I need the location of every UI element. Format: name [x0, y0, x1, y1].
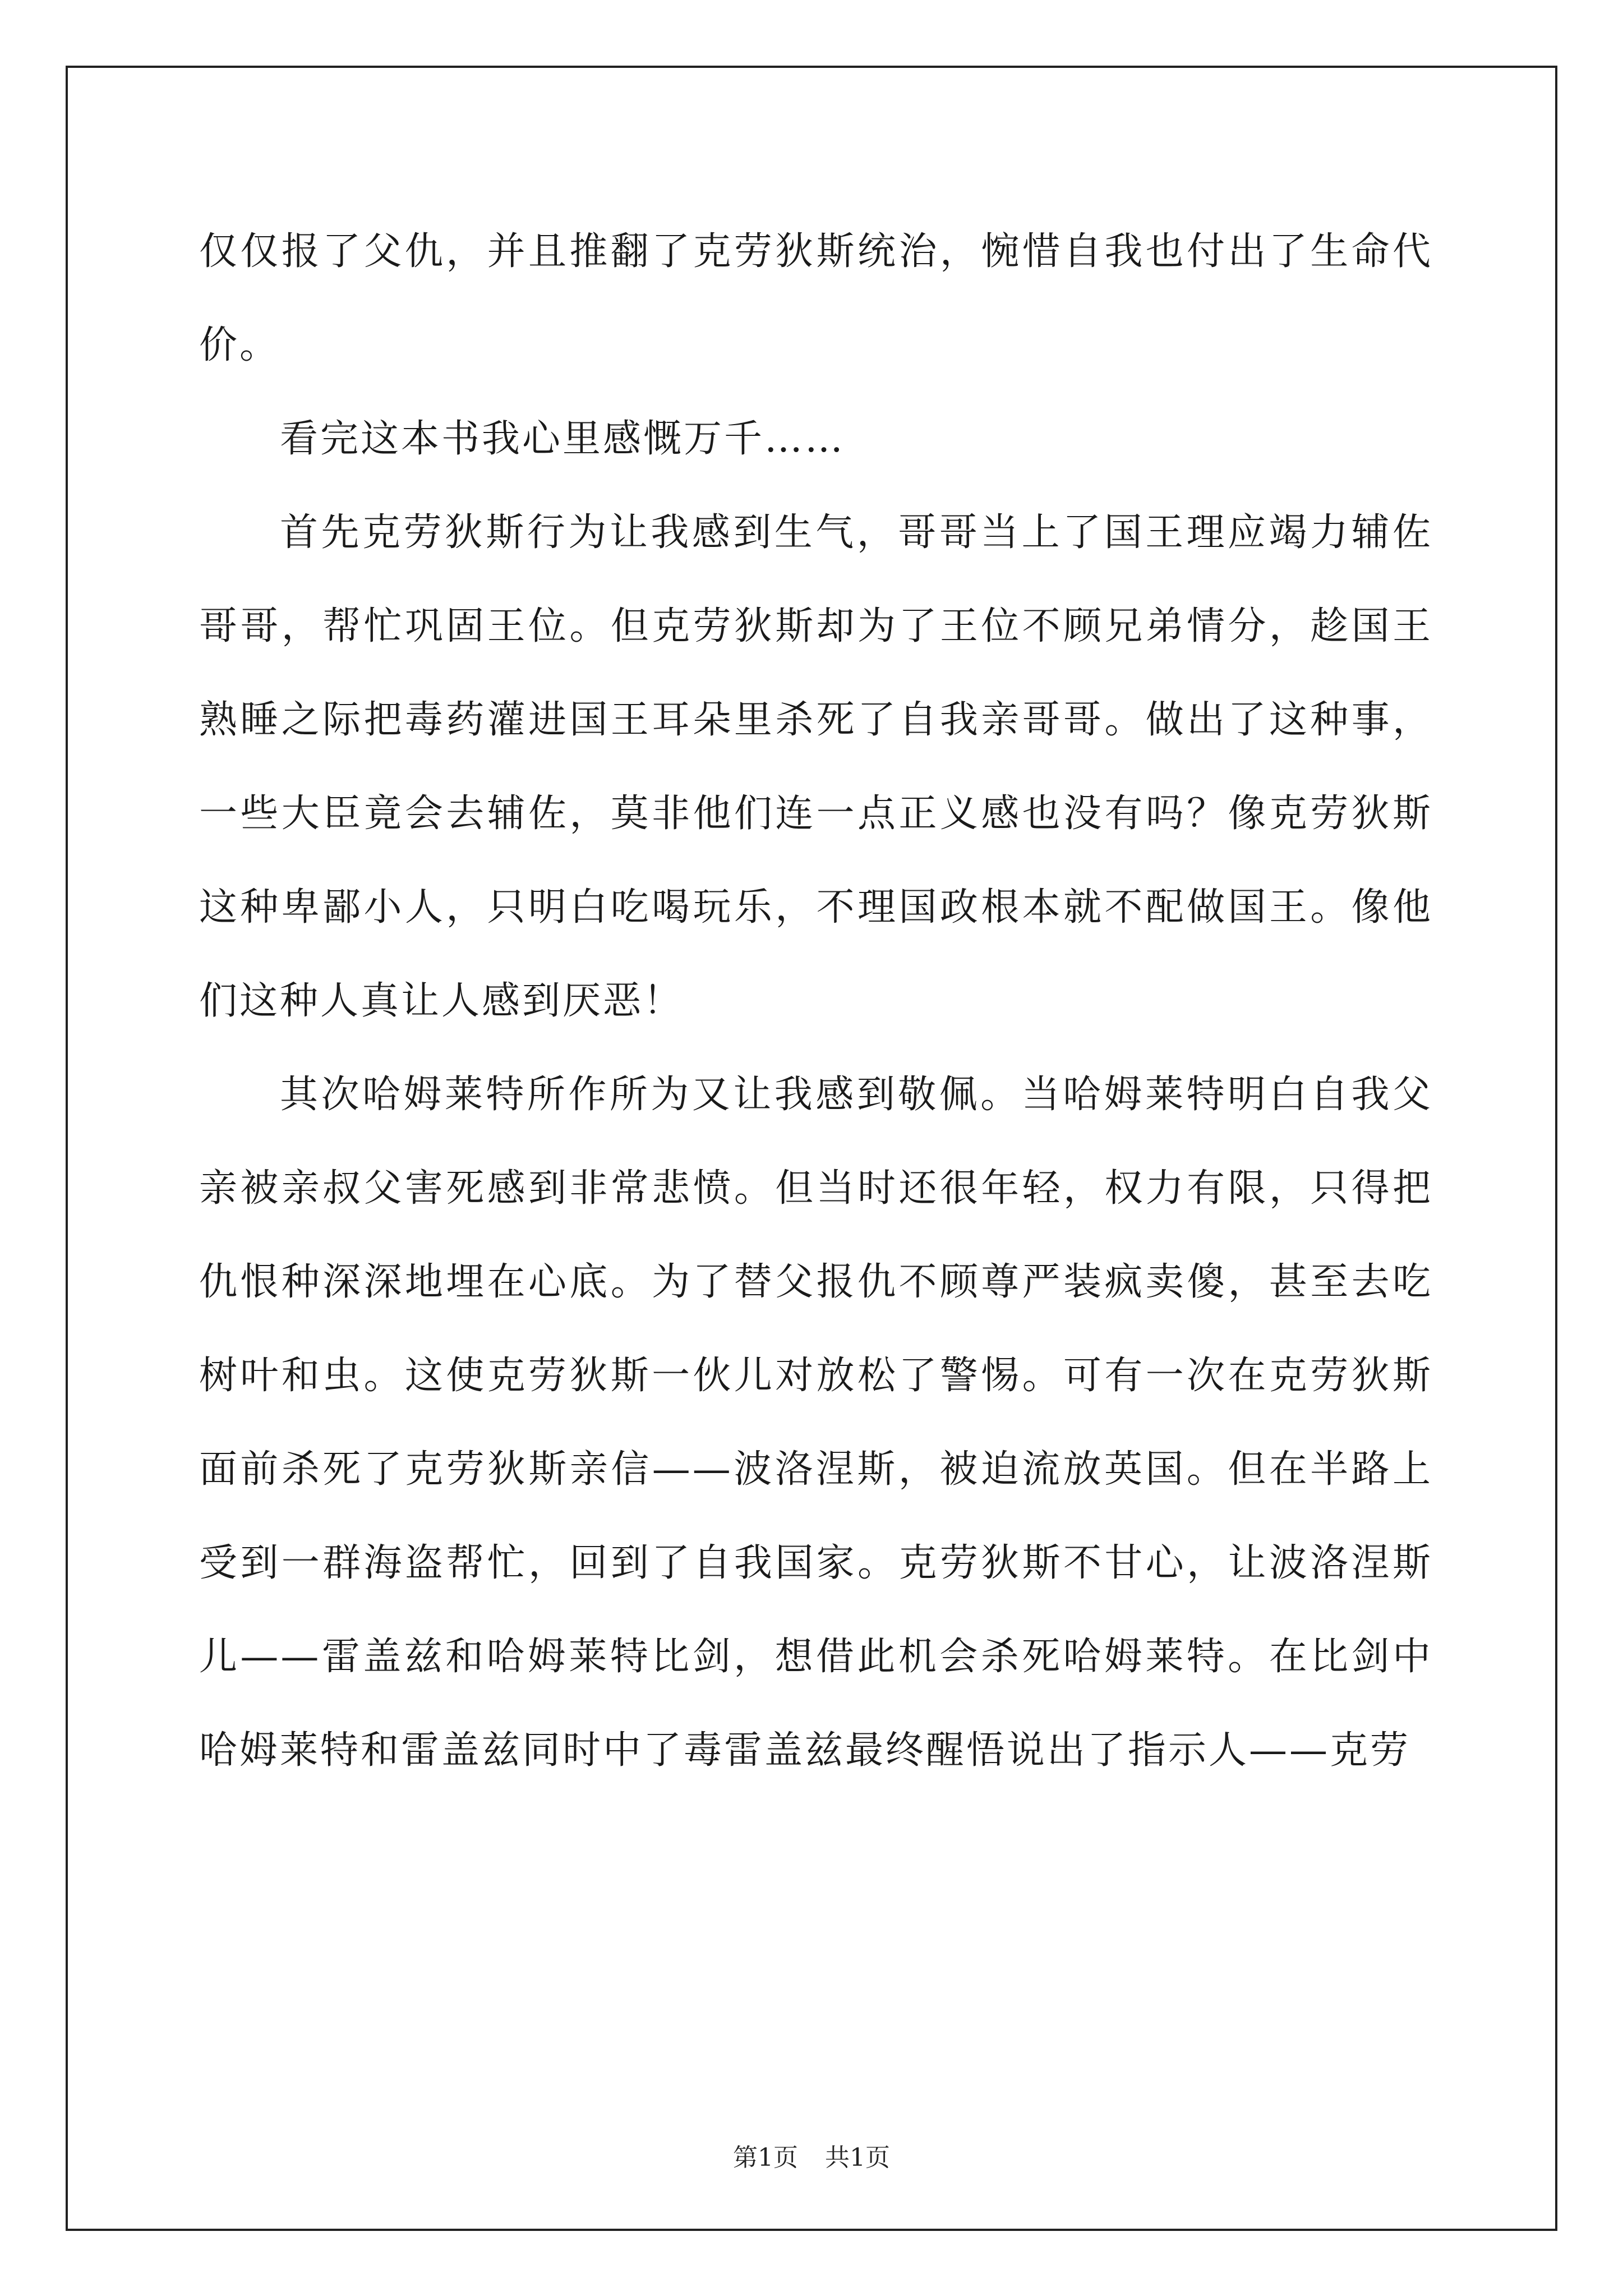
- document-body: [199, 205, 1433, 1797]
- paragraph-1: 仅仅报了父仇，并且推翻了克劳狄斯统治，惋惜自我也付出了生命代价。: [199, 229, 1433, 367]
- page-number-total: 共1页: [825, 2143, 890, 2172]
- page-footer: [0, 2137, 1623, 2173]
- page-number-current: 第1页: [733, 2143, 798, 2172]
- paragraph-3: 首先克劳狄斯行为让我感到生气，哥哥当上了国王理应竭力辅佐哥哥，帮忙巩固王位。但克劳狄斯却为了王位不顾兄弟情分，趁国王熟睡之际把毒药灌进国王耳朵里杀死了自我亲哥哥。做出了这种事，一些大臣竟会去辅佐，莫非他们连一点正义感也没有吗？像克劳狄斯这种卑鄙小人，只明白吃喝玩乐，不理国政根本就不配做国王。像他们这种人真让人感到厌恶！: [199, 510, 1433, 1023]
- paragraph-2: 看完这本书我心里感慨万千……: [280, 417, 846, 461]
- paragraph-4: 其次哈姆莱特所作所为又让我感到敬佩。当哈姆莱特明白自我父亲被亲叔父害死感到非常悲愤。但当时还很年轻，权力有限，只得把仇恨种深深地埋在心底。为了替父报仇不顾尊严装疯卖傻，甚至去吃树叶和虫。这使克劳狄斯一伙儿对放松了警惕。可有一次在克劳狄斯面前杀死了克劳狄斯亲信——波洛涅斯，被迫流放英国。但在半路上受到一群海盗帮忙，回到了自我国家。克劳狄斯不甘心，让波洛涅斯儿——雷盖兹和哈姆莱特比剑，想借此机会杀死哈姆莱特。在比剑中哈姆莱特和雷盖兹同时中了毒雷盖兹最终醒悟说出了指示人——克劳: [199, 1073, 1433, 1773]
